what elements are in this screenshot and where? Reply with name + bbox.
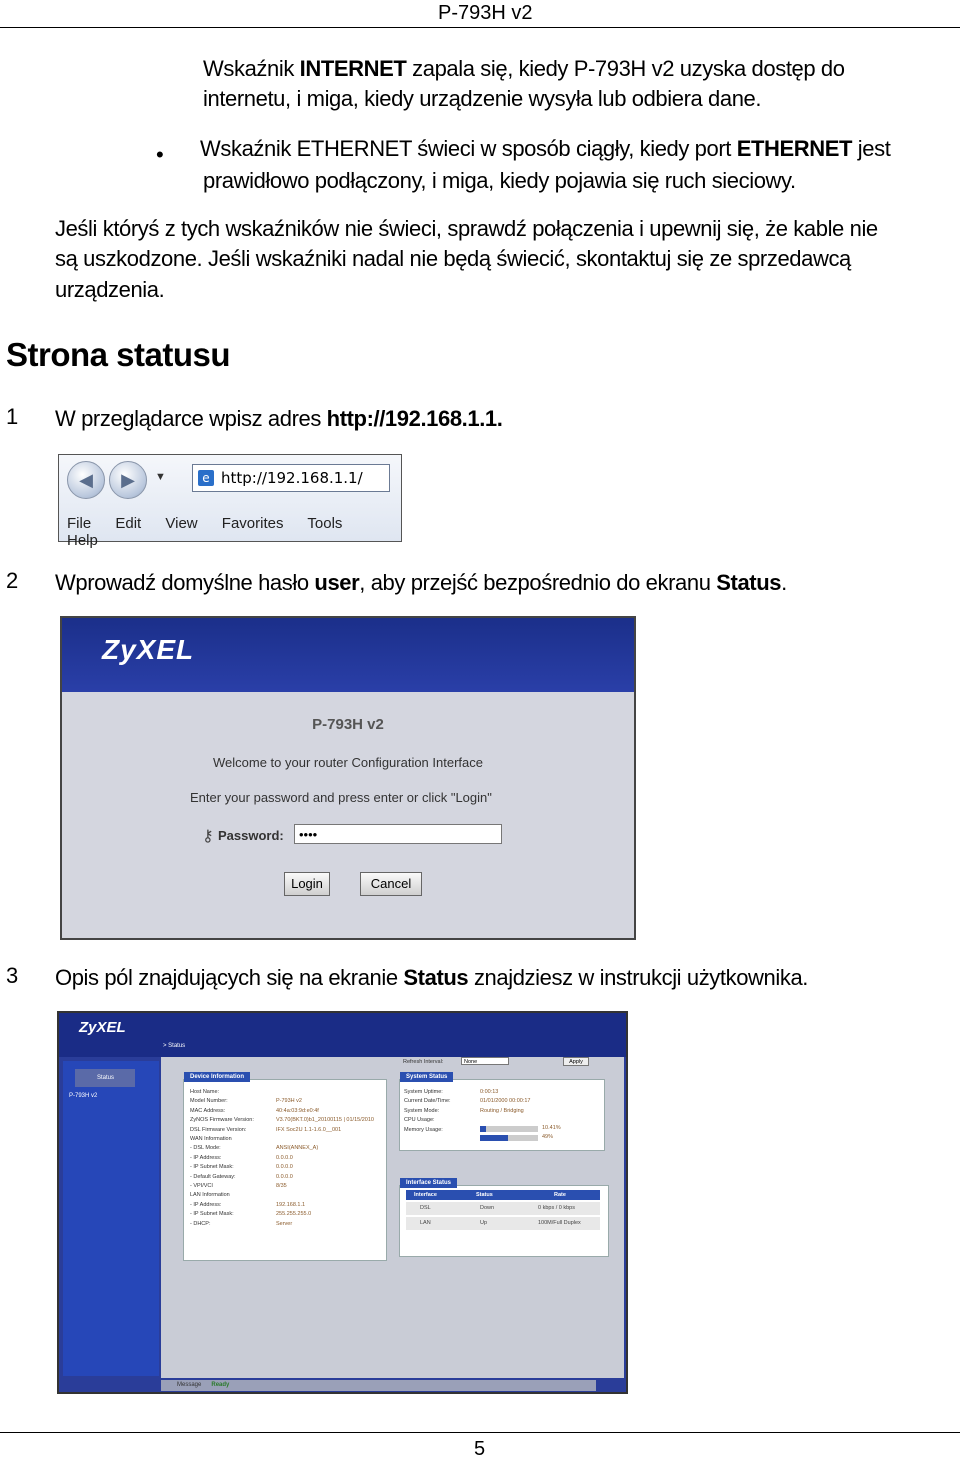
cell: Down	[480, 1205, 495, 1211]
device-info-panel	[183, 1074, 387, 1261]
kv-value: 8/35	[276, 1183, 287, 1190]
kv-label: DSL Firmware Version:	[190, 1126, 247, 1133]
menu-tools[interactable]: Tools	[307, 515, 343, 532]
message-bar	[161, 1380, 596, 1391]
kv-label: - VPI/VCI	[190, 1183, 213, 1190]
kv-label: - Default Gateway:	[190, 1173, 236, 1180]
kv-label: Memory Usage:	[404, 1126, 443, 1133]
device-info-labels	[190, 1088, 254, 1229]
key-icon: ⚷	[202, 828, 214, 845]
step-number: 2	[6, 568, 19, 593]
panel-title: System Status	[400, 1072, 453, 1082]
menu-help[interactable]: Help	[67, 532, 98, 549]
kv-label: System Uptime:	[404, 1089, 443, 1095]
kv-value: 192.168.1.1	[276, 1201, 306, 1208]
page-icon: e	[198, 470, 214, 486]
refresh-select[interactable]: None	[461, 1057, 509, 1065]
troubleshoot-para-line1: Jeśli któryś z tych wskaźników nie świeci, sprawdź połączenia i upewnij się, że kable nie	[55, 216, 878, 241]
text-run: .	[781, 570, 787, 595]
kv-label: CPU Usage:	[404, 1117, 435, 1124]
interface-status-panel	[399, 1180, 609, 1257]
device-info-values	[276, 1088, 374, 1229]
ethernet-indicator-text	[200, 134, 890, 164]
kv-label: - DHCP:	[190, 1220, 211, 1227]
col-interface: Interface	[414, 1192, 437, 1198]
address-bar[interactable]	[192, 464, 390, 492]
system-status-labels	[404, 1088, 451, 1135]
kv-value: V3.70(BKT.0)b1_20100115 | 01/15/2010	[276, 1117, 374, 1124]
troubleshoot-para-line3: urządzenia.	[55, 277, 165, 302]
internet-indicator-text	[203, 54, 845, 84]
kv-value	[276, 1135, 374, 1144]
col-rate: Rate	[554, 1192, 566, 1198]
kv-label: LAN Information	[190, 1192, 230, 1199]
status-screenshot	[57, 1011, 628, 1394]
password-label: Password:	[218, 828, 284, 843]
sidebar	[63, 1061, 159, 1376]
kv-label: ZyNOS Firmware Version:	[190, 1117, 254, 1124]
ethernet-indicator-line2: prawidłowo podłączony, i miga, kiedy pojawia się ruch sieciowy.	[203, 168, 796, 193]
login-instruction: Enter your password and press enter or click "Login"	[190, 790, 492, 805]
login-model: P-793H v2	[312, 716, 384, 733]
kv-value	[276, 1088, 374, 1097]
cpu-usage-fill	[480, 1126, 486, 1132]
text-bold: INTERNET	[299, 56, 407, 81]
memory-usage-fill	[480, 1135, 508, 1141]
kv-label: Host Name:	[190, 1089, 220, 1095]
step-number: 3	[6, 963, 19, 988]
forward-arrow-icon[interactable]: ▶	[109, 461, 147, 499]
troubleshoot-para-line2: są uszkodzone. Jeśli wskaźniki nadal nie będą świecić, skontaktuj się ze sprzedawcą	[55, 246, 851, 271]
chevron-down-icon[interactable]: ▼	[155, 471, 166, 483]
zyxel-logo: ZyXEL	[102, 634, 195, 665]
message-value: Ready	[211, 1382, 230, 1388]
kv-label: System Mode:	[404, 1107, 440, 1114]
text-run: Wskaźnik	[203, 56, 300, 81]
text-run: W przeglądarce wpisz adres	[55, 406, 327, 431]
cell: 0 kbps / 0 kbps	[538, 1205, 575, 1211]
kv-value: 0.0.0.0	[276, 1173, 293, 1180]
text-run: jest	[852, 136, 891, 161]
table-row	[406, 1217, 600, 1230]
step-2-text	[55, 568, 787, 598]
text-bold: user	[314, 570, 360, 595]
kv-label: WAN Information	[190, 1136, 232, 1143]
kv-value: 0.0.0.0	[276, 1154, 293, 1161]
text-bold: Status	[403, 965, 469, 990]
kv-label: Model Number:	[190, 1098, 228, 1105]
message-label: Message	[177, 1382, 202, 1388]
text-run: Wskaźnik ETHERNET świeci w sposób ciągły, kiedy port	[200, 136, 737, 161]
kv-label: Current Date/Time:	[404, 1098, 451, 1105]
system-status-panel	[399, 1074, 605, 1151]
cancel-button[interactable]: Cancel	[360, 872, 422, 896]
sidebar-item-status[interactable]: Status	[75, 1069, 135, 1087]
kv-label: - IP Subnet Mask:	[190, 1211, 234, 1218]
kv-label: - IP Subnet Mask:	[190, 1164, 234, 1171]
cell: Up	[480, 1220, 488, 1226]
kv-value: 0.0.0.0	[276, 1164, 293, 1171]
menu-favorites[interactable]: Favorites	[221, 515, 284, 532]
system-status-values	[480, 1088, 530, 1116]
text-bold: Status	[716, 570, 782, 595]
step-3-text	[55, 963, 808, 993]
menu-view[interactable]: View	[165, 515, 198, 532]
kv-value: 01/01/2000 00:00:17	[480, 1098, 531, 1105]
browser-toolbar-screenshot	[58, 454, 402, 549]
text-run: Wprowadź domyślne hasło	[55, 570, 315, 595]
page-header-title: P-793H v2	[438, 2, 533, 24]
internet-indicator-line2: internetu, i miga, kiedy urządzenie wysyła lub odbiera dane.	[203, 86, 762, 111]
text-bold: ETHERNET	[736, 136, 853, 161]
text-run: zapala się, kiedy P-793H v2 uzyska dostęp do	[406, 56, 845, 81]
status-topbar	[59, 1013, 626, 1057]
cell: LAN	[420, 1220, 431, 1226]
footer-rule	[0, 1432, 960, 1433]
text-run: znajdziesz w instrukcji użytkownika.	[468, 965, 809, 990]
cell: DSL	[420, 1205, 431, 1211]
memory-usage-bar	[480, 1135, 538, 1141]
kv-value: IFX Soc2U 1.1-1.6.0__001	[276, 1126, 342, 1133]
text-run: .	[496, 406, 503, 431]
menu-edit[interactable]: Edit	[115, 515, 142, 532]
step-1-text	[55, 404, 502, 434]
kv-value: 40:4a:03:9d:e0:4f	[276, 1107, 319, 1114]
interface-table-header	[406, 1190, 600, 1200]
section-title: Strona statusu	[6, 336, 231, 373]
kv-label: - IP Address:	[190, 1201, 222, 1208]
cell: 100M/Full Duplex	[538, 1220, 581, 1226]
kv-label: - DSL Mode:	[190, 1145, 221, 1152]
login-button[interactable]: Login	[284, 872, 330, 896]
login-banner	[62, 618, 634, 692]
kv-value: Routing / Bridging	[480, 1107, 524, 1114]
menu-bar	[67, 515, 401, 549]
page-number: 5	[474, 1438, 486, 1460]
header-rule	[0, 27, 960, 28]
login-screenshot	[60, 616, 636, 940]
kv-label: MAC Address:	[190, 1107, 226, 1114]
kv-value: 0:00:13	[480, 1089, 499, 1095]
address-text: http://192.168.1.1/	[221, 469, 363, 487]
panel-title: Device Information	[184, 1072, 250, 1082]
kv-value: Server	[276, 1220, 293, 1227]
zyxel-logo: ZyXEL	[79, 1019, 126, 1036]
login-welcome: Welcome to your router Configuration Interface	[212, 755, 483, 770]
refresh-label: Refresh Interval:	[403, 1059, 444, 1065]
url-text: http://192.168.1.1	[326, 406, 497, 431]
step-number: 1	[6, 404, 19, 429]
kv-value: P-793H v2	[276, 1098, 302, 1105]
apply-button[interactable]: Apply	[563, 1057, 589, 1066]
status-main	[161, 1057, 624, 1378]
kv-label: - IP Address:	[190, 1154, 222, 1161]
sidebar-model: P-793H v2	[69, 1093, 98, 1099]
panel-title: Interface Status	[400, 1178, 457, 1188]
cpu-usage-bar	[480, 1126, 538, 1132]
breadcrumb: > Status	[163, 1043, 186, 1049]
bullet-marker: •	[156, 142, 164, 167]
text-run: , aby przejść bezpośrednio do ekranu	[359, 570, 717, 595]
table-row	[406, 1202, 600, 1215]
kv-value: ANSI(ANNEX_A)	[276, 1145, 319, 1152]
back-arrow-icon[interactable]: ◀	[67, 461, 105, 499]
password-input[interactable]: ••••	[294, 824, 502, 844]
col-status: Status	[476, 1192, 493, 1198]
kv-value	[276, 1191, 374, 1200]
memory-usage-value: 49%	[542, 1134, 554, 1140]
text-run: Opis pól znajdujących się na ekranie	[55, 965, 404, 990]
menu-file[interactable]: File	[67, 515, 92, 532]
cpu-usage-value: 10.41%	[542, 1125, 561, 1131]
kv-value: 255.255.255.0	[276, 1211, 312, 1218]
